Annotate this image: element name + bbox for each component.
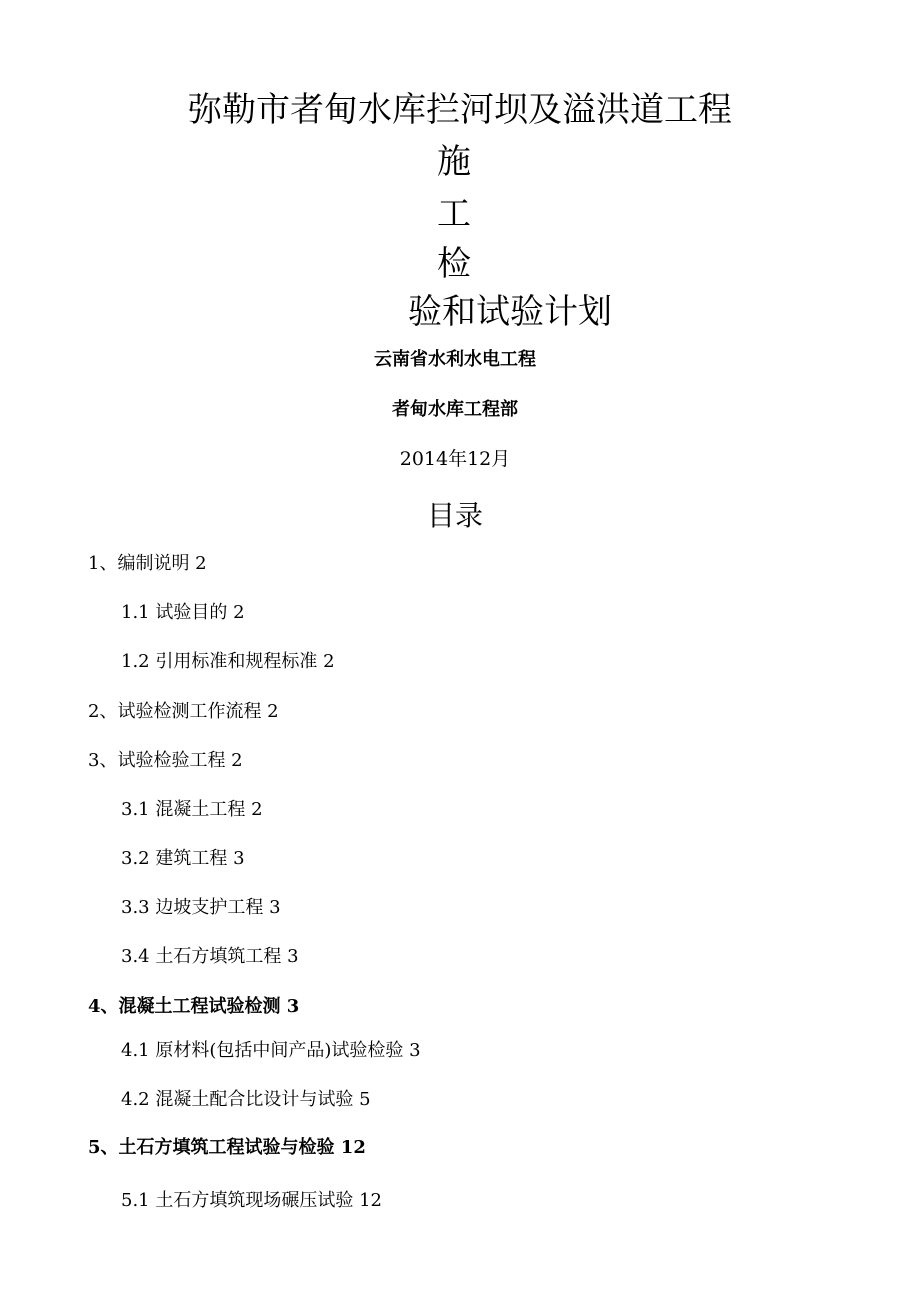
toc-item-1-2[interactable]: 1.2 引用标准和规程标准 2: [121, 651, 335, 672]
toc-item-3-3[interactable]: 3.3 边坡支护工程 3: [121, 897, 281, 918]
toc-item-4[interactable]: 4、混凝土工程试验检测 3: [88, 996, 300, 1017]
toc-item-5-1[interactable]: 5.1 土石方填筑现场碾压试验 12: [121, 1190, 382, 1211]
document-title: 弥勒市者甸水库拦河坝及溢洪道工程: [188, 90, 732, 130]
department-name: 者甸水库工程部: [392, 399, 518, 420]
title-char-shi: 施: [437, 142, 471, 182]
title-char-jian: 检: [437, 244, 471, 284]
title-char-gong: 工: [437, 194, 471, 234]
toc-item-4-1[interactable]: 4.1 原材料(包括中间产品)试验检验 3: [121, 1040, 421, 1061]
title-tail: 验和试验计划: [408, 292, 612, 332]
toc-item-2[interactable]: 2、试验检测工作流程 2: [88, 701, 279, 722]
toc-heading: 目录: [426, 499, 483, 532]
toc-item-3-4[interactable]: 3.4 土石方填筑工程 3: [121, 946, 299, 967]
document-date: 2014年12月: [399, 448, 511, 470]
organization-name: 云南省水利水电工程: [374, 349, 536, 370]
toc-item-4-2[interactable]: 4.2 混凝土配合比设计与试验 5: [121, 1089, 371, 1110]
toc-item-3[interactable]: 3、试验检验工程 2: [88, 750, 243, 771]
toc-item-3-1[interactable]: 3.1 混凝土工程 2: [121, 799, 263, 820]
toc-item-1[interactable]: 1、编制说明 2: [88, 553, 207, 574]
toc-item-1-1[interactable]: 1.1 试验目的 2: [121, 602, 245, 623]
toc-item-5[interactable]: 5、土石方填筑工程试验与检验 12: [88, 1137, 366, 1158]
toc-item-3-2[interactable]: 3.2 建筑工程 3: [121, 848, 245, 869]
